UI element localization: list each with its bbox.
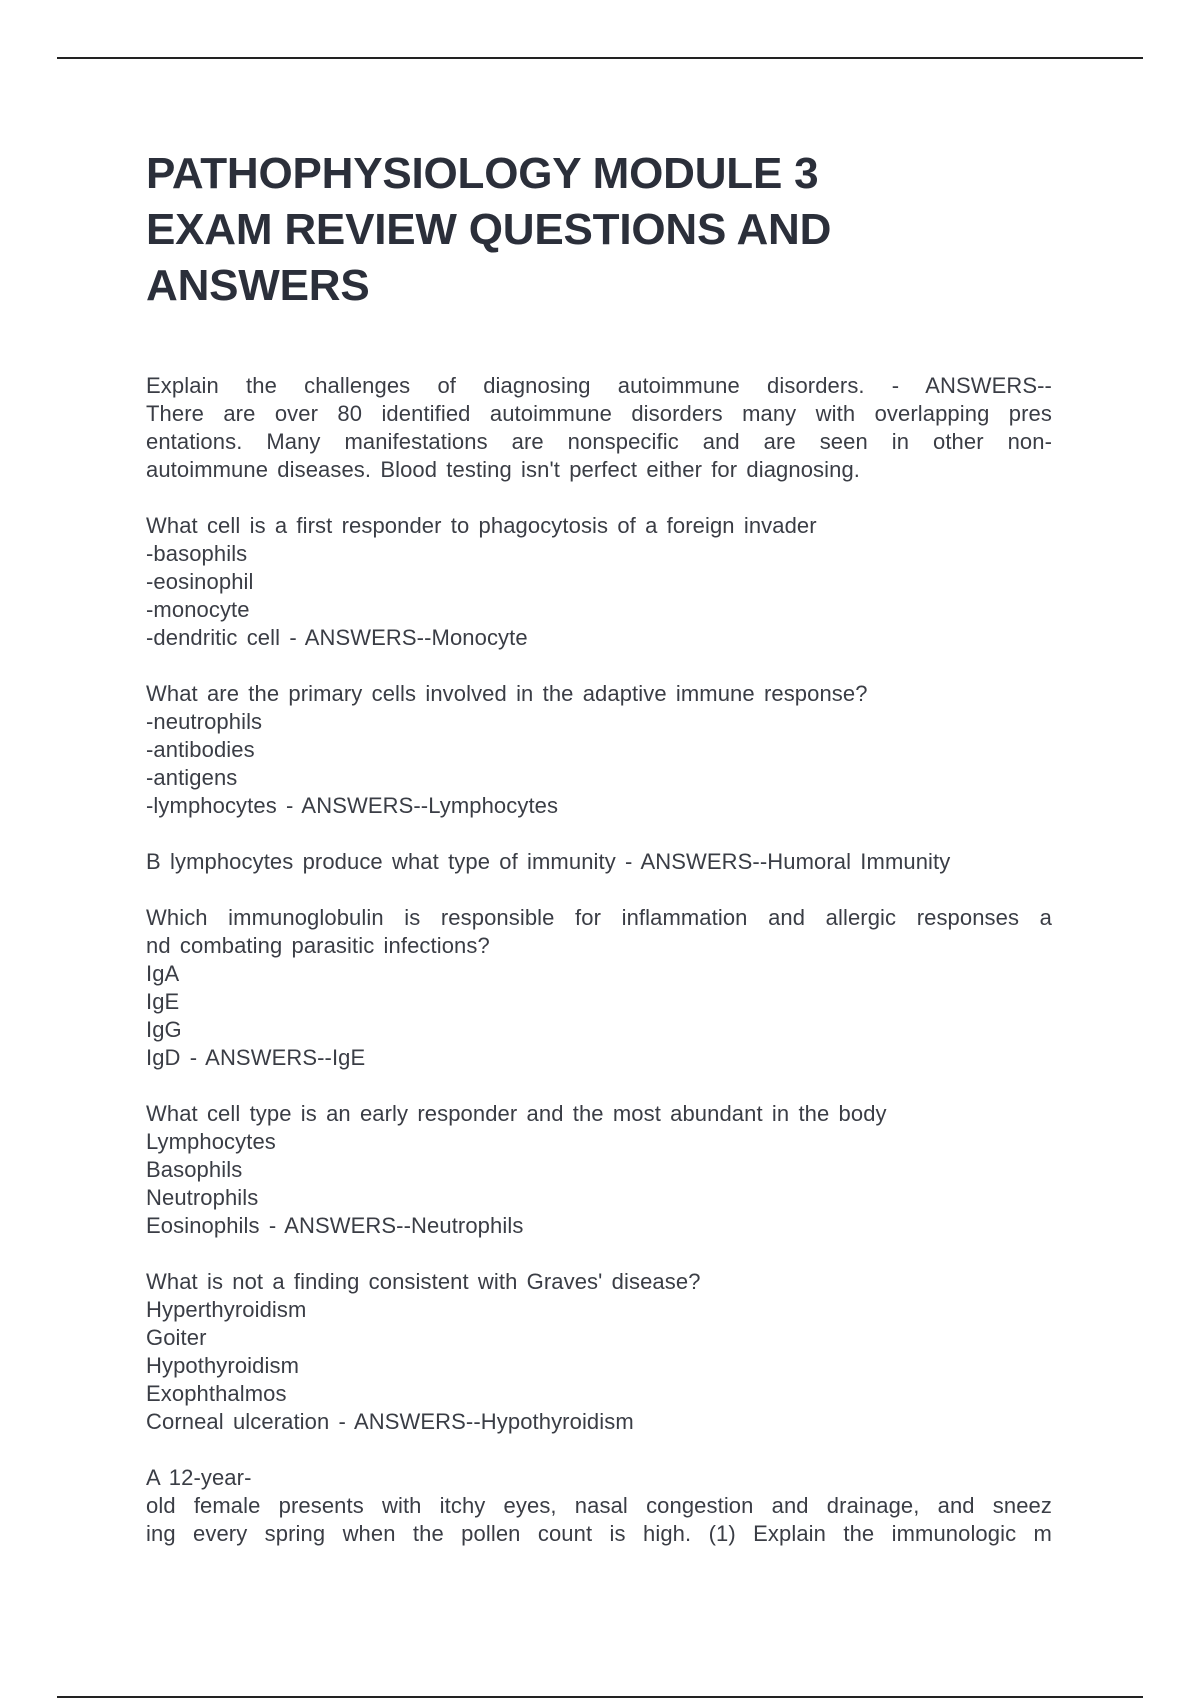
text-line: Eosinophils - ANSWERS--Neutrophils — [146, 1213, 524, 1238]
qa-item — [146, 904, 1052, 1072]
text-line: Explain the challenges of diagnosing autoimmune disorders. - ANSWERS-- — [146, 373, 1052, 398]
text-line: What cell type is an early responder and the most abundant in the body — [146, 1101, 887, 1126]
text-line: What are the primary cells involved in the adaptive immune response? — [146, 681, 868, 706]
text-line: IgG — [146, 1017, 182, 1042]
text-line: What is not a finding consistent with Graves' disease? — [146, 1269, 701, 1294]
text-line: -dendritic cell - ANSWERS--Monocyte — [146, 625, 528, 650]
qa-item — [146, 680, 1052, 820]
text-line: IgA — [146, 961, 180, 986]
text-line: A 12-year- — [146, 1465, 252, 1490]
text-line: B lymphocytes produce what type of immunity - ANSWERS--Humoral Immunity — [146, 849, 951, 874]
qa-item — [146, 512, 1052, 652]
qa-item — [146, 1464, 1052, 1548]
text-line: autoimmune diseases. Blood testing isn't perfect either for diagnosing. — [146, 457, 861, 482]
text-line: ing every spring when the pollen count is high. (1) Explain the immunologic m — [146, 1521, 1052, 1546]
text-line: -neutrophils — [146, 709, 263, 734]
text-line: IgE — [146, 989, 180, 1014]
text-line: Hyperthyroidism — [146, 1297, 307, 1322]
qa-list — [146, 372, 1052, 1548]
text-line: IgD - ANSWERS--IgE — [146, 1045, 366, 1070]
qa-item — [146, 1268, 1052, 1436]
text-line: nd combating parasitic infections? — [146, 933, 490, 958]
text-line: What cell is a first responder to phagocytosis of a foreign invader — [146, 513, 817, 538]
text-line: -monocyte — [146, 597, 250, 622]
bottom-rule — [57, 1696, 1143, 1698]
text-line: -antibodies — [146, 737, 255, 762]
title-line: ANSWERS — [146, 261, 370, 310]
text-line: -lymphocytes - ANSWERS--Lymphocytes — [146, 793, 559, 818]
text-line: There are over 80 identified autoimmune disorders many with overlapping pres — [146, 401, 1052, 426]
text-line: entations. Many manifestations are nonspecific and are seen in other non- — [146, 429, 1052, 454]
qa-item — [146, 848, 1052, 876]
text-line: Goiter — [146, 1325, 207, 1350]
document-title — [146, 146, 1052, 314]
text-line: Hypothyroidism — [146, 1353, 300, 1378]
text-line: Lymphocytes — [146, 1129, 276, 1154]
top-rule — [57, 57, 1143, 59]
text-line: -eosinophil — [146, 569, 254, 594]
text-line: Corneal ulceration - ANSWERS--Hypothyroidism — [146, 1409, 634, 1434]
text-line: Basophils — [146, 1157, 243, 1182]
text-line: -basophils — [146, 541, 248, 566]
text-line: Which immunoglobulin is responsible for inflammation and allergic responses a — [146, 905, 1052, 930]
title-line: PATHOPHYSIOLOGY MODULE 3 — [146, 149, 819, 198]
qa-item — [146, 372, 1052, 484]
qa-item — [146, 1100, 1052, 1240]
text-line: Exophthalmos — [146, 1381, 287, 1406]
text-line: -antigens — [146, 765, 238, 790]
text-line: old female presents with itchy eyes, nasal congestion and drainage, and sneez — [146, 1493, 1052, 1518]
document-body — [146, 146, 1052, 1576]
title-line: EXAM REVIEW QUESTIONS AND — [146, 205, 832, 254]
text-line: Neutrophils — [146, 1185, 259, 1210]
